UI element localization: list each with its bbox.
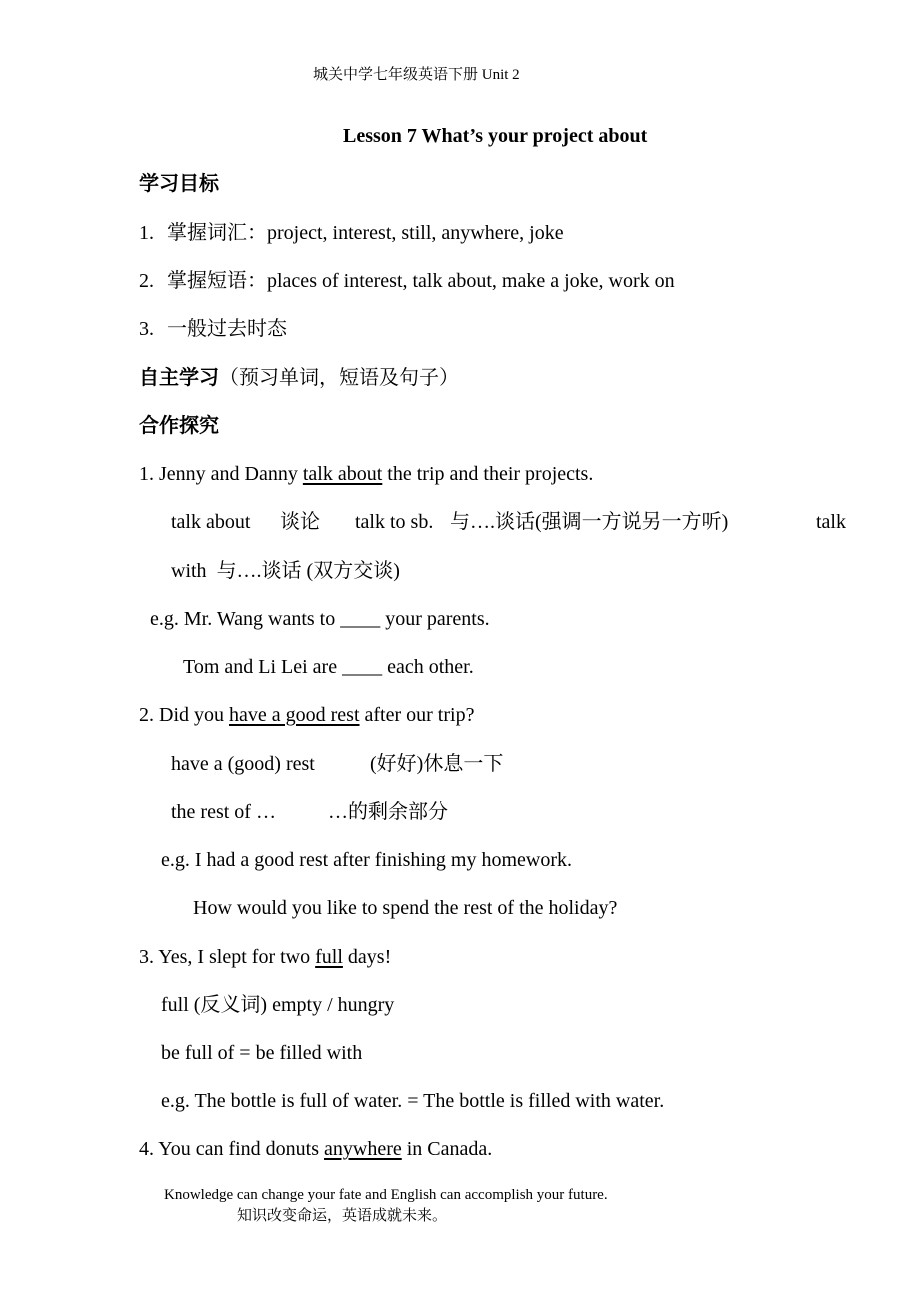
- page-header: 城关中学七年级英语下册 Unit 2: [313, 67, 520, 83]
- sentence-text: 1. Jenny and Danny: [139, 463, 303, 485]
- item-2-sentence: [139, 703, 474, 727]
- goal-item-3: [139, 317, 287, 341]
- note-term: talk: [816, 511, 846, 533]
- goal-text: project, interest, still, anywhere, joke: [267, 222, 564, 244]
- note-meaning: 谈论: [280, 511, 320, 533]
- note-meaning: 与….谈话 (双方交谈): [216, 560, 400, 582]
- section-self-study: [139, 366, 459, 390]
- goal-text: 一般过去时态: [167, 318, 287, 340]
- sentence-text: in Canada.: [401, 1138, 493, 1160]
- goal-number: 3.: [139, 318, 154, 340]
- note-term: talk about: [171, 511, 251, 533]
- item-3-sentence: [139, 945, 391, 969]
- section-self-note: （预习单词，短语及句子）: [219, 367, 459, 389]
- note-meaning: 与….谈话(强调一方说另一方听): [450, 511, 729, 533]
- example-sentence: e.g. I had a good rest after finishing my homework.: [161, 849, 573, 871]
- sentence-text: 4. You can find donuts: [139, 1138, 325, 1160]
- section-coop-heading: 合作探究: [139, 415, 219, 437]
- footer-english: Knowledge can change your fate and English can accomplish your future.: [164, 1187, 608, 1203]
- footer-chinese: 知识改变命运，英语成就未来。: [237, 1208, 448, 1224]
- underlined-phrase: have a good rest: [229, 704, 360, 726]
- lesson-title: Lesson 7 What’s your project about: [343, 125, 648, 147]
- sentence-text: the trip and their projects.: [382, 463, 594, 485]
- example-sentence: e.g. Mr. Wang wants to ____ your parents.: [150, 608, 490, 630]
- goal-label: 掌握词汇：: [167, 222, 267, 244]
- item-4-sentence: [139, 1137, 492, 1161]
- sentence-text: days!: [342, 946, 392, 968]
- goal-item-2: [139, 269, 675, 293]
- note-meaning: (好好)休息一下: [370, 753, 504, 775]
- note-meaning: …的剩余部分: [328, 801, 448, 823]
- goal-label: 掌握短语：: [167, 270, 267, 292]
- example-sentence: How would you like to spend the rest of the holiday?: [193, 897, 618, 919]
- note-line: full (反义词) empty / hungry: [161, 994, 395, 1016]
- item-1-sentence: [139, 462, 593, 486]
- goal-number: 2.: [139, 270, 154, 292]
- goal-text: places of interest, talk about, make a joke, work on: [267, 270, 675, 292]
- note-term: talk to sb.: [355, 511, 434, 533]
- note-term: have a (good) rest: [171, 753, 315, 775]
- section-goals-heading: 学习目标: [139, 173, 219, 195]
- section-self-heading: 自主学习: [139, 367, 219, 389]
- sentence-text: after our trip?: [359, 704, 475, 726]
- example-sentence: e.g. The bottle is full of water. = The bottle is filled with water.: [161, 1090, 665, 1112]
- underlined-phrase: talk about: [302, 463, 383, 485]
- example-sentence: Tom and Li Lei are ____ each other.: [183, 656, 474, 678]
- sentence-text: 2. Did you: [139, 704, 229, 726]
- goal-number: 1.: [139, 222, 154, 244]
- note-term: the rest of …: [171, 801, 276, 823]
- goal-item-1: [139, 221, 564, 245]
- sentence-text: 3. Yes, I slept for two: [139, 946, 316, 968]
- note-line: be full of = be filled with: [161, 1042, 363, 1064]
- note-term: with: [171, 560, 207, 582]
- underlined-phrase: anywhere: [324, 1138, 402, 1160]
- note-line: [171, 559, 400, 583]
- underlined-phrase: full: [315, 946, 343, 968]
